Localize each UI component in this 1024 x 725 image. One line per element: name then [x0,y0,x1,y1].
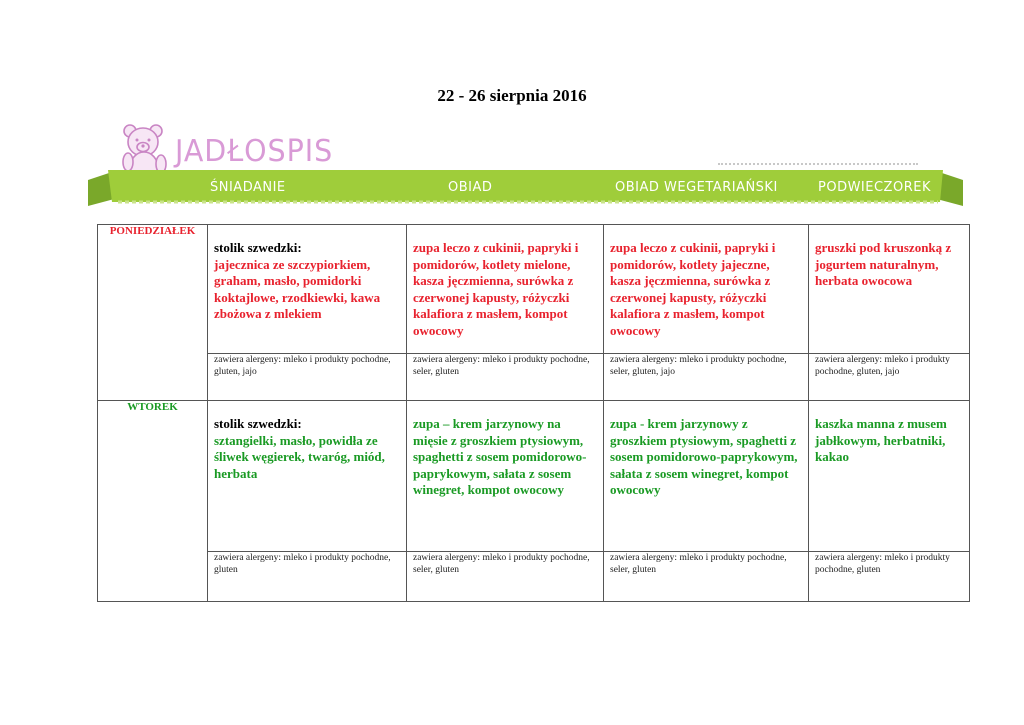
menu-header-banner [88,122,963,208]
table-row [98,225,970,354]
meal-cell [809,225,970,354]
menu-table [97,224,970,602]
jadlospis-logo: JADŁOSPIS [175,134,334,169]
meal-text: zupa – krem jarzynowy na mięsie z groszkiem ptysiowym, spaghetti z sosem pomidorowo-paprykowym, sałata z sosem winegret, kompot owocowy [413,416,587,497]
column-label-obiad: OBIAD [448,180,493,195]
table-row [98,401,970,552]
meal-prefix: stolik szwedzki: [214,416,302,431]
meal-prefix: stolik szwedzki: [214,240,302,255]
meal-text: gruszki pod kruszonką z jogurtem naturalnym, herbata owocowa [815,240,952,288]
meal-text: kaszka manna z musem jabłkowym, herbatniki, kakao [815,416,947,464]
meal-text: jajecznica ze szczypiorkiem, graham, masło, pomidorki koktajlowe, rzodkiewki, kawa zbożowa z mlekiem [214,256,381,321]
column-label-obiad-wegetarianski: OBIAD WEGETARIAŃSKI [615,180,778,195]
column-label-podwieczorek: PODWIECZOREK [818,180,931,195]
table-row [98,552,970,602]
allergen-note: zawiera alergeny: mleko i produkty pochodne, gluten, jajo [809,354,970,401]
meal-text: zupa leczo z cukinii, papryki i pomidorów, kotlety mielone, kasza jęczmienna, surówka z czerwonej kapusty, różyczki kalafiora z masłem, kompot owocowy [413,240,579,338]
allergen-note: zawiera alergeny: mleko i produkty pochodne, seler, gluten, jajo [604,354,809,401]
column-label-sniadanie: ŚNIADANIE [210,180,286,195]
allergen-note: zawiera alergeny: mleko i produkty pochodne, seler, gluten [604,552,809,602]
allergen-note: zawiera alergeny: mleko i produkty pochodne, gluten, jajo [208,354,407,401]
meal-cell [604,225,809,354]
allergen-note: zawiera alergeny: mleko i produkty pochodne, gluten [208,552,407,602]
day-label-monday: PONIEDZIAŁEK [98,225,208,401]
meal-cell [809,401,970,552]
page-title: 22 - 26 sierpnia 2016 [437,86,587,105]
allergen-note: zawiera alergeny: mleko i produkty pochodne, gluten [809,552,970,602]
meal-cell [208,225,407,354]
day-label-tuesday: WTOREK [98,401,208,602]
meal-cell [407,401,604,552]
meal-cell [407,225,604,354]
dotted-divider [718,163,918,165]
meal-text: sztangielki, masło, powidła ze śliwek węgierek, twaróg, miód, herbata [214,432,385,481]
table-row [98,354,970,401]
allergen-note: zawiera alergeny: mleko i produkty pochodne, seler, gluten [407,552,604,602]
allergen-note: zawiera alergeny: mleko i produkty pochodne, seler, gluten [407,354,604,401]
meal-cell [208,401,407,552]
meal-text: zupa leczo z cukinii, papryki i pomidorów, kotlety jajeczne, kasza jęczmienna, surówka z czerwonej kapusty, różyczki kalafiora z masłem, kompot owocowy [610,240,776,338]
meal-cell [604,401,809,552]
meal-text: zupa - krem jarzynowy z groszkiem ptysiowym, spaghetti z sosem pomidorowo-paprykowym, sałata z sosem winegret, kompot owocowy [610,416,798,497]
